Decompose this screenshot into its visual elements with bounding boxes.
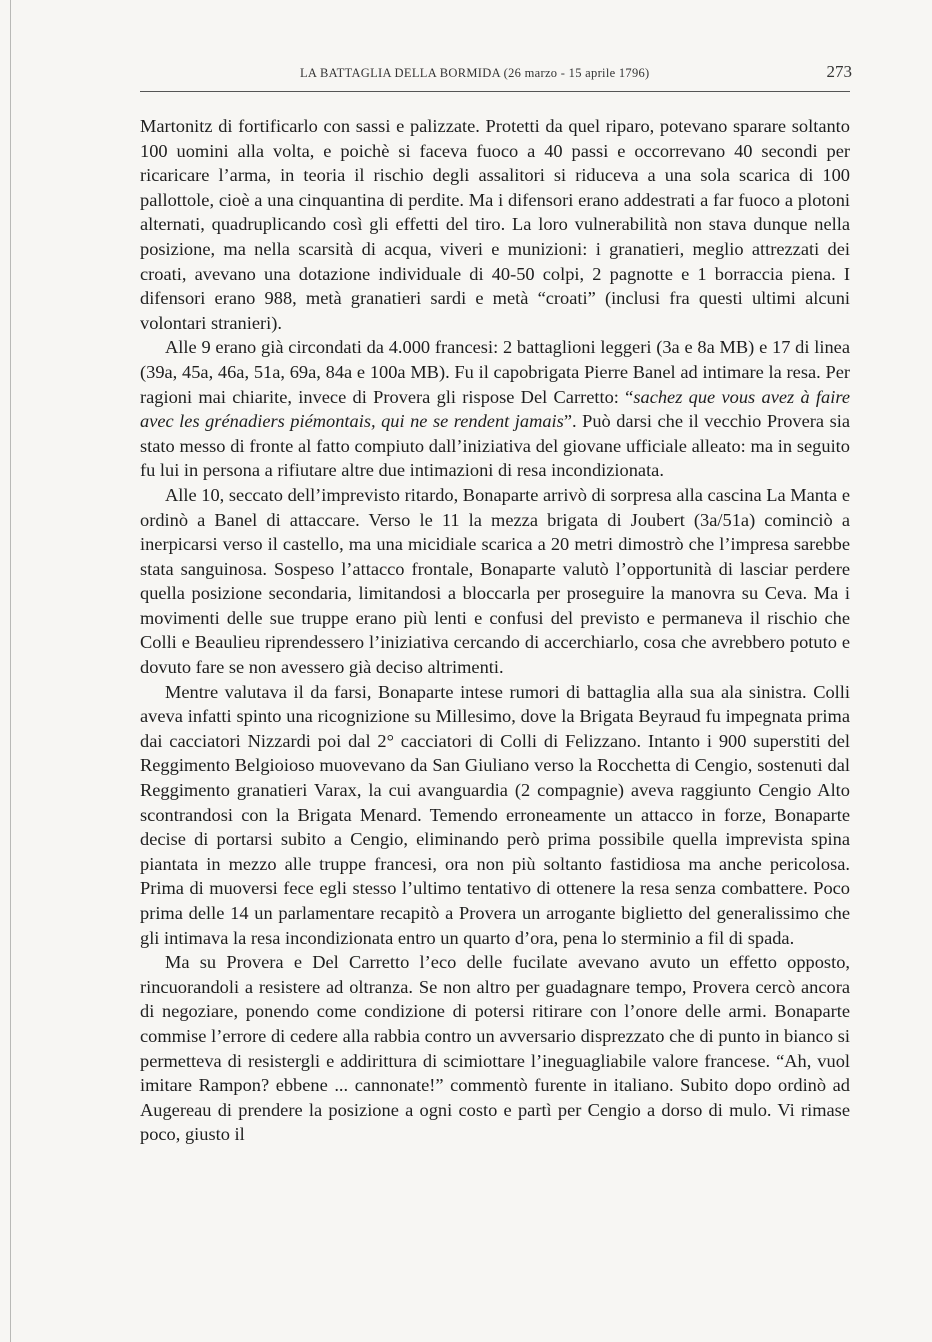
running-header (140, 60, 852, 88)
running-header-title: LA BATTAGLIA DELLA BORMIDA (26 marzo - 15 aprile 1796) (300, 66, 650, 80)
page-edge-line (10, 0, 11, 1342)
paragraph-5 (140, 950, 850, 1147)
paragraph-1 (140, 114, 850, 335)
paragraph-3-text: Alle 10, seccato dell’imprevisto ritardo, Bonaparte arrivò di sorpresa alla cascina La Manta e ordinò a Banel di attaccare. Verso le 11 la mezza brigata di Joubert (3a/51a) cominciò a inerpicarsi verso il castello, ma una micidiale scarica a 20 metri dimostrò che l’impresa sarebbe stata sanguinosa. Sospeso l’attacco frontale, Bonaparte valutò l’opportunità di lasciar perdere quella posizione secondaria, limitandosi a bloccarla per proseguire la manovra su Ceva. Ma i movimenti delle sue truppe erano più lenti e confusi del previsto e permaneva il rischio che Colli e Beaulieu riprendessero l’iniziativa cercando di accerchiarlo, cosa che avrebbero potuto e dovuto fare se non avessero già deciso altrimenti. (140, 484, 850, 678)
paragraph-3 (140, 483, 850, 680)
paragraph-5-text: Ma su Provera e Del Carretto l’eco delle fucilate avevano avuto un effetto opposto, rincuorandoli a resistere ad oltranza. Se non altro per guadagnare tempo, Provera cercò ancora di negoziare, ponendo come condizione di potersi ritirare con l’onore delle armi. Bonaparte commise l’errore di cedere alla rabbia contro un avversario disprezzato che di punto in bianco si permetteva di resistergli e addirittura di scimiottare l’ineguagliabile valore francese. “Ah, vuol imitare Rampon? ebbene ... cannonate!” commentò furente in italiano. Subito dopo ordinò ad Augereau di prendere la posizione a ogni costo e partì per Cengio a dorso di mulo. Vi rimase poco, giusto il (140, 952, 850, 1145)
paragraph-2-text-b: ”. Può darsi che il vecchio Provera sia stato messo di fronte al fatto compiuto dall’iniziativa del giovane ufficiale alleato: ma in seguito fu lui in persona a rifiutare altre due intimazioni di resa incondizionata. (140, 411, 850, 481)
paragraph-2 (140, 335, 850, 483)
paragraph-4 (140, 680, 850, 951)
paragraph-2-text-a: Alle 9 erano già circondati da 4.000 francesi: 2 battaglioni leggeri (3a e 8a MB) e 17 di linea (39a, 45a, 46a, 51a, 69a, 84a e 100a MB). Fu il capobrigata Pierre Banel ad intimare la resa. Per ragioni mai chiarite, invece di Provera gli rispose Del Carretto: “ (140, 337, 850, 407)
paragraph-1-text: Martonitz di fortificarlo con sassi e palizzate. Protetti da quel riparo, potevano sparare soltanto 100 uomini alla volta, e poichè si faceva fuoco a 40 passi e occorrevano 40 secondi per ricaricare l’arma, in teoria il rischio degli assalitori si riduceva a una sola scarica di 100 pallottole, cioè a una cinquantina di perdite. Ma i difensori erano addestrati a far fuoco a plotoni alternati, quadruplicando così gli effetti del tiro. La loro vulnerabilità non stava dunque nella posizione, ma nella scarsità di acqua, viveri e munizioni: i granatieri, meglio attrezzati dei croati, avevano una dotazione individuale di 40-50 colpi, 2 pagnotte e 1 borraccia piena. I difensori erano 988, metà granatieri sardi e metà “croati” (inclusi fra questi ultimi alcuni volontari stranieri). (140, 116, 850, 333)
body-text (140, 114, 850, 1147)
header-rule (140, 91, 850, 92)
paragraph-2-french-quote: sachez que vous avez à faire avec les grénadiers piémontais, qui ne se rendent jamais (140, 386, 850, 432)
page-number: 273 (826, 62, 852, 81)
paragraph-4-text: Mentre valutava il da farsi, Bonaparte intese rumori di battaglia alla sua ala sinistra. Colli aveva infatti spinto una ricognizione su Millesimo, dove la Brigata Beyraud fu impegnata prima dai cacciatori Nizzardi poi dal 2° cacciatori di Colli di Felizzano. Intanto i 900 superstiti del Reggimento Belgioioso muovevano da San Giuliano verso la Rocchetta di Cengio, sostenuti dal Reggimento granatieri Varax, la cui avanguardia (2 compagnie) aveva raggiunto Cengio Alto scontrandosi con la Brigata Menard. Temendo erroneamente un attacco in forze, Bonaparte decise di portarsi subito a Cengio, eliminando però prima possibile quella imprevista spina piantata in mezzo alle truppe francesi, ora non più soltanto fastidiosa ma anche pericolosa. Prima di muoversi fece egli stesso l’ultimo tentativo di ottenere la resa senza combattere. Poco prima delle 14 un parlamentare recapitò a Provera un arrogante biglietto del generalissimo che gli intimava la resa incondizionata entro un quarto d’ora, pena lo sterminio a fil di spada. (140, 681, 850, 948)
